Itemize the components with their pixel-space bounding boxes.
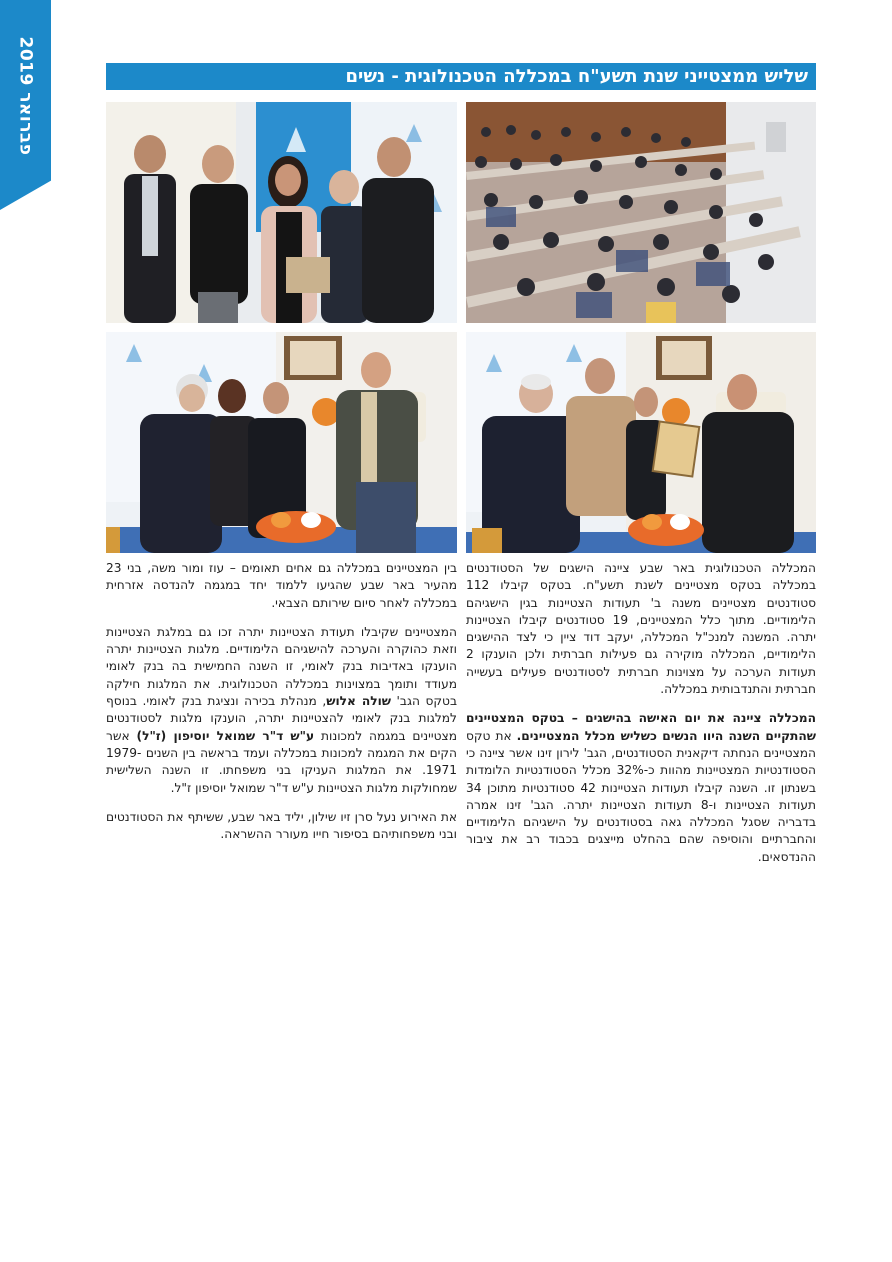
paragraph-women-day [466, 710, 816, 866]
article-headline: שליש ממצטייני שנת תשע"ח במכללה הטכנולוגית - נשים [106, 63, 816, 90]
paragraph-text: , מנהלת בכירה ונציגת בנק לאומי. בנוסף למלגות בנק לאומי להצטיינות יתרה, הוענקו מלגות לסטודנטים מצטיינים במגמה למכונות [106, 694, 457, 743]
bold-lead: המכללה ציינה את יום האישה בהישגים – בטקס המצטיינים שהתקיים השנה היוו הנשים כשליש מכלל המצטיינים. [466, 711, 816, 743]
bold-name: שולה אלוש [326, 694, 392, 709]
audience-photo [466, 102, 816, 323]
paragraph-ceremony: המכללה הטכנולוגית באר שבע ציינה הישגים של הסטודנטים במכללה בטקס מצטיינים לשנת תשע"ח. בטקס קיבלו 112 סטודנטים מצטיינים משנה ב' תעודות הצטיינות בגין הישגיהם הלימודיים. מתוך כלל המצטיינים, 19 סטודנטים קיבלו הצטיינות יתרה. המשנה למנכ"ל המכללה, יעקב דוד ציין כי לצד ההישגים הלימודיים, המכללה מוקירה גם פעילות חברתית ולכן הוענקו 2 תעודות הערכה על מצוינות חברתית לסטודנטים פעילים בעשייה חברתית והתנדבותית במכללה. [466, 561, 816, 697]
issue-date: פברואר 2019 [15, 36, 36, 156]
paragraph-scholarships [106, 624, 457, 797]
bold-name: ע"ש ד"ר שמואל יוסיפון (ז"ל) [136, 728, 315, 743]
article-column-left [106, 560, 457, 855]
paragraph-twins: בין המצטיינים במכללה גם אחים תאומים – עוז ומור משה, בני 23 מהעיר באר שבע שהגיעו ללמוד יחד במגמה להנדסה אזרחית במכללה לאחר סיום שירותם הצבאי. [106, 561, 457, 610]
group-photo [106, 102, 457, 323]
article-column-right [466, 560, 816, 878]
certificate-photo-2 [466, 332, 816, 553]
certificate-photo-1 [106, 332, 457, 553]
paragraph-closing: את האירוע נעל סרן זיו שילון, יליד באר שבע, ששיתף את הסטודנטים ובני משפחותיהם בסיפור חייו מעורר ההשראה. [106, 809, 457, 842]
paragraph-text: המצטיינים שקיבלו תעודת הצטיינות יתרה זכו גם במלגת הצטיינות וזאת כהוקרה והערכה להישגיהם הלימודיים. מלגות הצטיינות יתרה הוענקו באדיבות בנק לאומי, זו השנה החמישית בה בנק לאומי מעודד ותומך במצוינות במכללה הטכנולוגית. את המלגות חילקה בטקס הגב' [106, 624, 457, 709]
paragraph-text: אשר הקים את המגמה למכונות במכללה ועמד בראשה בין השנים 1979-1971. את המלגות העניקו בני משפחתו. זו השנה השלישית שמחולקות מלגות הצטיינות ע"ש ד"ר שמואל יוסיפון ז"ל. [106, 728, 457, 795]
paragraph-text: את טקס המצטיינים הנחתה דיקאנית הסטודנטים, הגב' לירון זינו אשר ציינה כי הסטודנטיות המצטיינות מהוות כ-32% מכלל הסטודנטיות הלומדות בשנתון זו. השנה קיבלו תעודות הצטיינות 42 סטודנטיות מתוכן 34 תעודות הצטיינות ו-8 תעודות הצטיינות יתרה. הגב' זינו אמרה בדבריה שסגל המכללה גאה בסטודנטים על הישגיהם הלימודיים והחברתיים והוסיפה שהם בהחלט מייצגים בכבוד רב את ציבור ההנדסאים. [466, 728, 816, 864]
